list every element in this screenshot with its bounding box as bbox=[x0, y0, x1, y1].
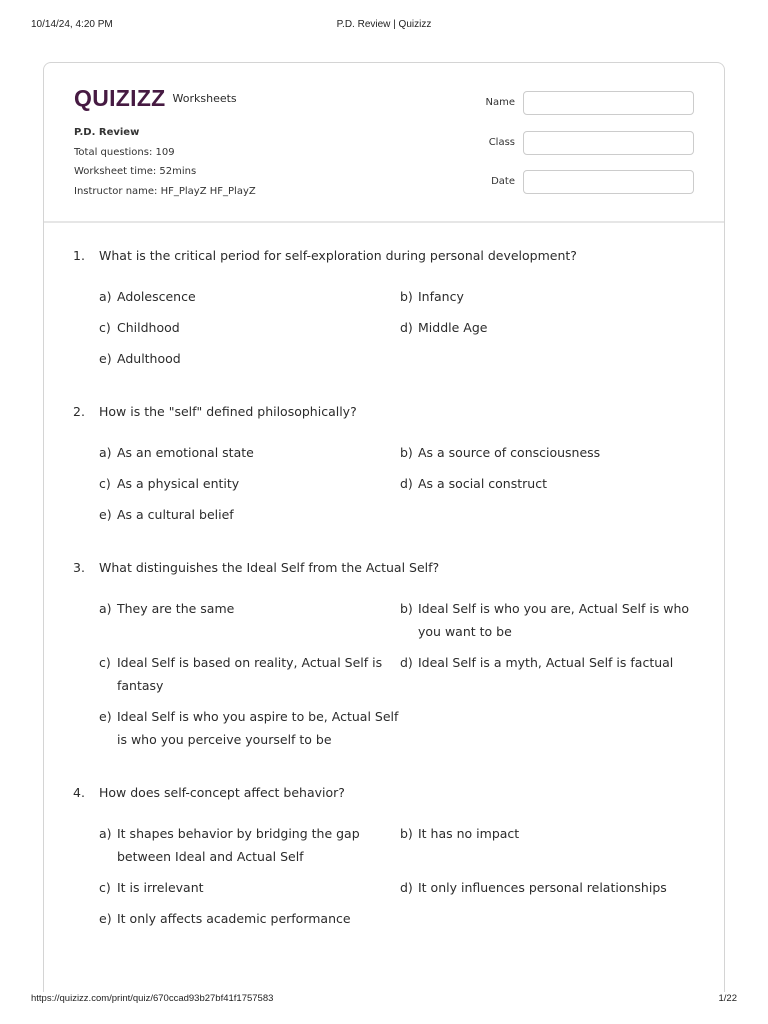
option-text: Adulthood bbox=[117, 351, 181, 366]
option-text: As a source of consciousness bbox=[418, 445, 601, 460]
worksheet-title: P.D. Review bbox=[74, 127, 140, 138]
option-text: Childhood bbox=[117, 320, 180, 335]
answer-options bbox=[99, 441, 695, 526]
option-text: It only influences personal relationships bbox=[418, 880, 667, 895]
option-letter: a) bbox=[99, 445, 112, 460]
option-letter: a) bbox=[99, 826, 112, 841]
option-text: It is irrelevant bbox=[117, 880, 204, 895]
option-letter: b) bbox=[400, 445, 413, 460]
print-header bbox=[31, 19, 737, 33]
date-input[interactable] bbox=[523, 170, 694, 194]
question-number: 1. bbox=[73, 248, 85, 263]
name-label: Name bbox=[485, 97, 515, 108]
option-text: Ideal Self is based on reality, Actual Self is fantasy bbox=[117, 655, 383, 693]
answer-option bbox=[99, 597, 400, 643]
print-datetime: 10/14/24, 4:20 PM bbox=[31, 19, 113, 30]
option-text: As a physical entity bbox=[117, 476, 240, 491]
answer-option bbox=[99, 347, 400, 370]
question-text: What distinguishes the Ideal Self from the Actual Self? bbox=[99, 560, 440, 575]
question-number: 3. bbox=[73, 560, 85, 575]
option-letter: b) bbox=[400, 826, 413, 841]
option-text: As a cultural belief bbox=[117, 507, 234, 522]
option-text: It only affects academic performance bbox=[117, 911, 351, 926]
answer-option bbox=[400, 822, 695, 868]
brand bbox=[74, 85, 237, 111]
option-text: They are the same bbox=[117, 601, 235, 616]
option-text: As an emotional state bbox=[117, 445, 254, 460]
answer-option bbox=[99, 907, 400, 930]
option-text: Ideal Self is who you are, Actual Self is who you want to be bbox=[418, 601, 690, 639]
question bbox=[73, 559, 695, 751]
class-field bbox=[444, 131, 694, 155]
question bbox=[73, 784, 695, 930]
question-text: How does self-concept affect behavior? bbox=[99, 785, 345, 800]
date-field bbox=[444, 170, 694, 194]
answer-option bbox=[99, 876, 400, 899]
option-letter: a) bbox=[99, 289, 112, 304]
option-text: Middle Age bbox=[418, 320, 488, 335]
print-footer bbox=[31, 993, 737, 1007]
question-number: 2. bbox=[73, 404, 85, 419]
option-text: It has no impact bbox=[418, 826, 520, 841]
question-list bbox=[73, 247, 695, 963]
answer-option bbox=[99, 316, 400, 339]
print-url: https://quizizz.com/print/quiz/670ccad93b27bf41f1757583 bbox=[31, 993, 274, 1004]
question bbox=[73, 247, 695, 370]
option-letter: e) bbox=[99, 507, 112, 522]
total-questions: Total questions: 109 bbox=[74, 146, 175, 158]
option-letter: d) bbox=[400, 880, 413, 895]
option-letter: c) bbox=[99, 655, 111, 670]
worksheet-meta bbox=[74, 126, 256, 204]
question-number: 4. bbox=[73, 785, 85, 800]
option-letter: d) bbox=[400, 320, 413, 335]
option-text: Infancy bbox=[418, 289, 464, 304]
answer-option bbox=[400, 876, 695, 899]
answer-option bbox=[99, 285, 400, 308]
class-input[interactable] bbox=[523, 131, 694, 155]
option-letter: c) bbox=[99, 320, 111, 335]
option-letter: a) bbox=[99, 601, 112, 616]
question-text: What is the critical period for self-exploration during personal development? bbox=[99, 248, 577, 263]
option-letter: e) bbox=[99, 709, 112, 724]
option-text: Ideal Self is who you aspire to be, Actual Self is who you perceive yourself to be bbox=[117, 709, 399, 747]
option-letter: e) bbox=[99, 351, 112, 366]
name-input[interactable] bbox=[523, 91, 694, 115]
option-letter: d) bbox=[400, 476, 413, 491]
name-field bbox=[444, 91, 694, 115]
answer-options bbox=[99, 822, 695, 930]
question-text: How is the "self" defined philosophically? bbox=[99, 404, 357, 419]
answer-option bbox=[99, 651, 400, 697]
instructor-name: Instructor name: HF_PlayZ HF_PlayZ bbox=[74, 185, 256, 197]
option-text: It shapes behavior by bridging the gap between Ideal and Actual Self bbox=[117, 826, 360, 864]
worksheet-header bbox=[44, 63, 724, 223]
option-text: Ideal Self is a myth, Actual Self is factual bbox=[418, 655, 674, 670]
option-letter: c) bbox=[99, 476, 111, 491]
option-letter: b) bbox=[400, 601, 413, 616]
answer-option bbox=[400, 285, 695, 308]
answer-option bbox=[400, 472, 695, 495]
option-text: Adolescence bbox=[117, 289, 196, 304]
answer-option bbox=[99, 441, 400, 464]
answer-option bbox=[400, 597, 695, 643]
date-label: Date bbox=[491, 176, 515, 187]
option-letter: d) bbox=[400, 655, 413, 670]
answer-option bbox=[99, 472, 400, 495]
quizizz-logo: QUIZIZZ bbox=[74, 85, 166, 111]
class-label: Class bbox=[488, 137, 515, 148]
answer-options bbox=[99, 597, 695, 751]
option-text: As a social construct bbox=[418, 476, 547, 491]
print-page-number: 1/22 bbox=[718, 993, 737, 1004]
option-letter: e) bbox=[99, 911, 112, 926]
answer-options bbox=[99, 285, 695, 370]
answer-option bbox=[400, 316, 695, 339]
option-letter: b) bbox=[400, 289, 413, 304]
brand-product: Worksheets bbox=[172, 91, 237, 105]
answer-option bbox=[99, 705, 400, 751]
option-letter: c) bbox=[99, 880, 111, 895]
worksheet-time: Worksheet time: 52mins bbox=[74, 166, 197, 177]
print-page-title: P.D. Review | Quizizz bbox=[336, 19, 432, 30]
answer-option bbox=[99, 822, 400, 868]
answer-option bbox=[99, 503, 400, 526]
answer-option bbox=[400, 651, 695, 697]
answer-option bbox=[400, 441, 695, 464]
question bbox=[73, 403, 695, 526]
